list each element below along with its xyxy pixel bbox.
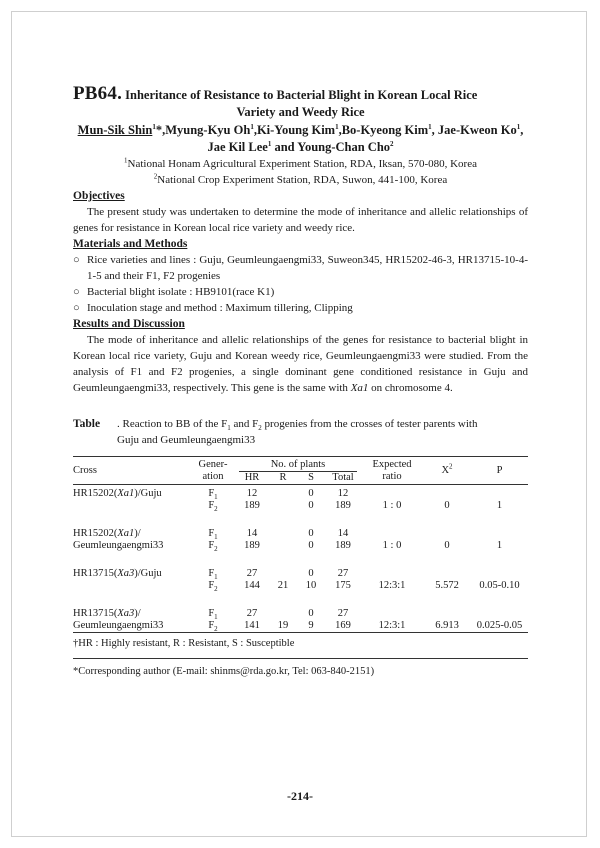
bullet-circle-icon: ○ <box>73 302 80 314</box>
cell-cross <box>73 592 191 633</box>
caption-sub: 1 <box>227 424 231 433</box>
cross-part: HR13715( <box>73 568 118 579</box>
cell-total <box>325 500 361 512</box>
cell-s <box>297 485 325 501</box>
cell-ratio <box>361 512 423 540</box>
title-line-2: Variety and Weedy Rice <box>236 105 365 119</box>
cell-generation-value: F <box>208 500 215 511</box>
cell-r <box>269 500 297 512</box>
methods-item <box>73 300 528 316</box>
table-footnote: †HR : Highly resistant, R : Resistant, S : Susceptible <box>73 638 295 649</box>
cell-s <box>297 512 325 540</box>
cell-s <box>297 500 325 512</box>
results-text-main: The mode of inheritance and allelic relationships of the genes for resistance to bacterial blight in Korean local rice variety, Guju and Korean weedy rice, Geumleungaengmi33 were studied. From the analysis of F1 and F2 progenies, a single dominant gene conditioned resistance in Guju and Geumleungaengmi33, respectively. This gene is the same with <box>73 334 528 394</box>
cell-generation <box>191 540 235 552</box>
cell-generation-value: F <box>208 488 215 499</box>
cross-part: HR15202( <box>73 528 118 539</box>
caption-sub: 2 <box>258 424 262 433</box>
col-expected-2: ratio <box>382 470 402 482</box>
cell-chi-value: 5.572 <box>435 580 459 591</box>
cell-hr <box>235 580 269 592</box>
cell-generation-sub: 2 <box>214 625 218 634</box>
cross-gene: Xa3 <box>117 608 135 619</box>
author-line-2 <box>73 139 528 156</box>
cell-total <box>325 552 361 580</box>
cell-hr <box>235 620 269 633</box>
author-affil-mark: 1 <box>516 122 521 131</box>
cell-generation-sub: 1 <box>214 573 218 582</box>
cell-generation-value: F <box>208 620 215 631</box>
col-r: R <box>279 472 287 483</box>
cell-s-value: 10 <box>305 580 317 591</box>
table-row <box>73 552 528 580</box>
results-table <box>73 456 528 633</box>
cell-hr-value: 27 <box>246 568 258 579</box>
table-label: Table <box>73 418 101 430</box>
cell-p-value: 0.025-0.05 <box>476 620 523 631</box>
col-generation-2: ation <box>202 470 224 482</box>
results-heading: Results and Discussion <box>73 318 185 330</box>
author-affil-mark: 2 <box>390 139 394 148</box>
cell-generation-sub: 1 <box>214 613 218 622</box>
cell-generation <box>191 485 235 501</box>
cell-p-value: 1 <box>496 540 503 551</box>
affiliation-2 <box>73 172 528 188</box>
cell-p <box>471 552 528 580</box>
cross-part: )/Guju <box>134 488 162 499</box>
cell-cross <box>73 552 191 592</box>
cell-s-value: 0 <box>308 500 314 511</box>
cross-gene: Xa1 <box>117 488 135 499</box>
cell-generation <box>191 592 235 620</box>
cell-chi-value: 0 <box>444 540 450 551</box>
author-affil-mark: 1 <box>335 122 339 131</box>
affiliation-1 <box>73 156 528 172</box>
col-generation <box>191 457 235 485</box>
cell-generation-sub: 1 <box>214 533 218 542</box>
cell-ratio <box>361 620 423 633</box>
cell-chi <box>423 592 471 620</box>
author-sep: , <box>431 123 435 137</box>
cell-total <box>325 580 361 592</box>
cell-total-value: 12 <box>337 488 349 499</box>
cell-p <box>471 512 528 540</box>
cell-s <box>297 620 325 633</box>
cell-p-value: 1 <box>496 500 503 511</box>
title-line-1 <box>73 83 528 104</box>
cell-s <box>297 552 325 580</box>
cell-cross <box>73 512 191 552</box>
cross-part: )/ <box>134 528 141 539</box>
col-chi-label: X <box>441 464 450 476</box>
cell-s <box>297 540 325 552</box>
cell-generation <box>191 552 235 580</box>
cell-r <box>269 540 297 552</box>
cell-hr <box>235 592 269 620</box>
cell-ratio <box>361 580 423 592</box>
cell-generation <box>191 512 235 540</box>
author-sep: , <box>338 123 342 137</box>
cell-s-value: 0 <box>308 568 314 579</box>
cell-ratio-value: 12:3:1 <box>378 620 406 631</box>
cell-total <box>325 592 361 620</box>
author-sep: , <box>520 123 524 137</box>
table-row <box>73 512 528 540</box>
author-name: Myung-Kyu Oh <box>165 123 251 137</box>
affil-mark: 1 <box>124 156 128 165</box>
cell-chi <box>423 540 471 552</box>
author-and: and <box>274 140 295 154</box>
title-text-1: Inheritance of Resistance to Bacterial Blight in Korean Local Rice <box>125 88 478 102</box>
bullet-circle-icon: ○ <box>73 286 80 298</box>
cell-total-value: 27 <box>337 608 349 619</box>
cell-hr <box>235 485 269 501</box>
col-no-plants-label: No. of plants <box>239 459 357 472</box>
cell-hr <box>235 540 269 552</box>
cell-r <box>269 512 297 540</box>
cell-s-value: 9 <box>308 620 314 631</box>
cell-total-value: 175 <box>335 580 351 591</box>
table-body <box>73 485 528 633</box>
methods-item <box>73 252 528 284</box>
cell-ratio <box>361 540 423 552</box>
col-expected-1: Expected <box>372 458 412 470</box>
cell-chi <box>423 512 471 540</box>
affil-mark: 2 <box>153 172 158 181</box>
cross-part: HR15202( <box>73 488 118 499</box>
author-affil-mark: 1 <box>267 139 272 148</box>
cell-chi-value: 0 <box>444 500 450 511</box>
cell-hr-value: 12 <box>246 488 258 499</box>
cell-generation <box>191 500 235 512</box>
cell-ratio <box>361 500 423 512</box>
methods-item-text: Rice varieties and lines : Guju, Geumleungaengmi33, Suweon345, HR15202-46-3, HR13715-10-4-1-5 and their F1, F2 progenies <box>87 254 528 282</box>
abstract-code: PB64. <box>73 83 123 104</box>
cell-ratio <box>361 485 423 501</box>
cell-ratio-value: 12:3:1 <box>378 580 406 591</box>
caption-part: progenies from the crosses of tester parents with <box>261 418 478 430</box>
cell-p-value: 0.05-0.10 <box>479 580 520 591</box>
cell-r <box>269 485 297 501</box>
cell-generation-value: F <box>208 568 215 579</box>
cell-hr-value: 189 <box>244 540 260 551</box>
cell-s-value: 0 <box>308 608 314 619</box>
bullet-circle-icon: ○ <box>73 254 80 266</box>
cell-generation-sub: 1 <box>214 493 218 502</box>
cell-generation-sub: 2 <box>214 505 218 514</box>
cell-total-value: 14 <box>337 528 349 539</box>
cell-p <box>471 500 528 512</box>
caption-part: . Reaction to BB of the F <box>117 418 228 430</box>
cell-total-value: 169 <box>335 620 351 631</box>
cell-generation-sub: 2 <box>214 545 218 554</box>
cell-generation-value: F <box>208 580 215 591</box>
author-name: Jae-Kweon Ko <box>437 123 517 137</box>
caption-line-2: Guju and Geumleungaengmi33 <box>117 434 256 446</box>
cell-hr-value: 189 <box>244 500 260 511</box>
cross-part: )/Guju <box>134 568 162 579</box>
abstract-body <box>73 83 528 651</box>
author-sep: , <box>162 123 166 137</box>
cell-r <box>269 552 297 580</box>
cell-p <box>471 540 528 552</box>
cell-p <box>471 620 528 633</box>
cell-generation-value: F <box>208 608 215 619</box>
objectives-text: The present study was undertaken to determine the mode of inheritance and allelic relationships of genes for resistance in Korean local rice variety and weedy rice. <box>73 206 528 234</box>
methods-item-text: Inoculation stage and method : Maximum tillering, Clipping <box>87 302 353 314</box>
author-affil-mark: 1 <box>428 122 432 131</box>
results-text <box>73 332 528 396</box>
author-sep: , <box>253 123 257 137</box>
cell-generation-sub: 2 <box>214 585 218 594</box>
col-cross: Cross <box>73 457 191 485</box>
cell-p <box>471 485 528 501</box>
col-s: S <box>308 472 314 483</box>
footnote-divider <box>73 658 528 659</box>
cell-s-value: 0 <box>308 488 314 499</box>
corresponding-author: *Corresponding author (E-mail: shinms@rda.go.kr, Tel: 063-840-2151) <box>73 666 375 677</box>
cell-total-value: 189 <box>335 500 351 511</box>
cell-chi <box>423 485 471 501</box>
author-list <box>73 122 528 156</box>
cell-ratio <box>361 552 423 580</box>
cell-generation-value: F <box>208 540 215 551</box>
cross-part: )/ <box>134 608 141 619</box>
cell-chi-value: 6.913 <box>435 620 459 631</box>
methods-heading: Materials and Methods <box>73 238 188 250</box>
caption-part: and F <box>230 418 259 430</box>
cell-hr-value: 144 <box>244 580 260 591</box>
col-expected <box>361 457 423 485</box>
cell-s <box>297 580 325 592</box>
author-affil-mark: 1 <box>250 122 254 131</box>
cell-s-value: 0 <box>308 540 314 551</box>
cross-line-2: Geumleungaengmi33 <box>73 620 164 631</box>
methods-item <box>73 284 528 300</box>
cell-total <box>325 540 361 552</box>
cell-chi <box>423 500 471 512</box>
cell-r-value: 19 <box>277 620 289 631</box>
cell-r <box>269 580 297 592</box>
cell-total <box>325 485 361 501</box>
cell-s-value: 0 <box>308 528 314 539</box>
table-header-row <box>73 457 528 473</box>
affil-text: National Crop Experiment Station, RDA, Suwon, 441-100, Korea <box>157 174 448 186</box>
corresponding-mark: * <box>155 123 163 137</box>
cell-generation-value: F <box>208 528 215 539</box>
table-row <box>73 592 528 620</box>
cell-s <box>297 592 325 620</box>
cell-chi <box>423 580 471 592</box>
col-p: P <box>471 457 528 485</box>
cell-generation <box>191 620 235 633</box>
author-name: Jae Kil Lee <box>207 140 268 154</box>
cell-total-value: 189 <box>335 540 351 551</box>
objectives-heading: Objectives <box>73 190 125 202</box>
cell-ratio <box>361 592 423 620</box>
cell-cross <box>73 485 191 513</box>
results-gene: Xa1 <box>350 382 369 394</box>
author-line-1 <box>73 122 528 139</box>
page-number: -214- <box>287 789 313 803</box>
cell-r <box>269 592 297 620</box>
cell-generation <box>191 580 235 592</box>
col-total: Total <box>332 472 354 483</box>
cell-hr <box>235 552 269 580</box>
cross-part: HR13715( <box>73 608 118 619</box>
author-name: Mun-Sik Shin <box>77 123 153 137</box>
col-generation-1: Gener- <box>198 458 228 470</box>
col-no-plants <box>235 457 361 473</box>
cell-total <box>325 512 361 540</box>
cell-total-value: 27 <box>337 568 349 579</box>
author-affil-mark: 1 <box>152 122 156 131</box>
table-row <box>73 485 528 501</box>
cell-hr <box>235 512 269 540</box>
cross-gene: Xa1 <box>117 528 135 539</box>
cell-p <box>471 592 528 620</box>
author-name: Ki-Young Kim <box>256 123 336 137</box>
cell-p <box>471 580 528 592</box>
cell-r <box>269 620 297 633</box>
cell-chi <box>423 620 471 633</box>
col-chi-sup: 2 <box>449 462 453 470</box>
col-hr: HR <box>244 472 260 483</box>
author-name: Young-Chan Cho <box>297 140 391 154</box>
cell-ratio-value: 1 : 0 <box>382 540 402 551</box>
results-text-end: on chromosome 4. <box>371 382 453 394</box>
table-caption <box>73 416 567 448</box>
cell-total <box>325 620 361 633</box>
cell-hr-value: 27 <box>246 608 258 619</box>
cell-hr-value: 141 <box>244 620 260 631</box>
cell-hr <box>235 500 269 512</box>
cell-hr-value: 14 <box>246 528 258 539</box>
cross-line-2: Geumleungaengmi33 <box>73 540 164 551</box>
col-chi <box>423 457 471 485</box>
methods-item-text: Bacterial blight isolate : HB9101(race K1) <box>87 286 275 298</box>
affil-text: National Honam Agricultural Experiment Station, RDA, Iksan, 570-080, Korea <box>127 158 477 170</box>
cell-chi <box>423 552 471 580</box>
cross-gene: Xa3 <box>117 568 135 579</box>
cell-ratio-value: 1 : 0 <box>382 500 402 511</box>
cell-r-value: 21 <box>277 580 289 591</box>
author-name: Bo-Kyeong Kim <box>341 123 429 137</box>
